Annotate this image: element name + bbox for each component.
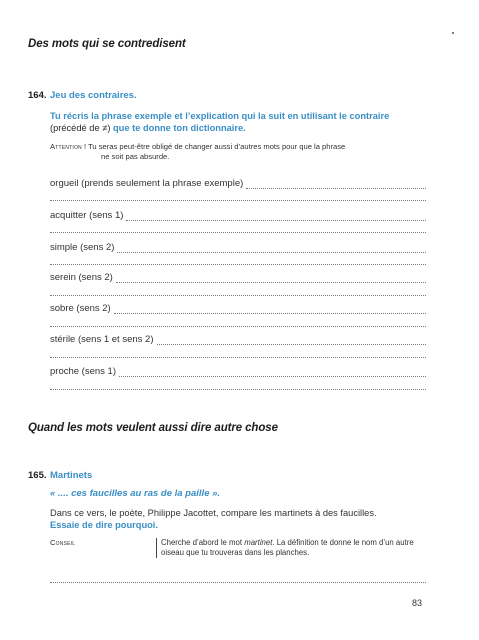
- attention-line1: ! Tu seras peut-être obligé de changer aussi d’autres mots pour que la phrase: [81, 142, 346, 151]
- answer-line[interactable]: [50, 232, 426, 233]
- section-title-multiple-meanings: Quand les mots veulent aussi dire autre chose: [28, 422, 278, 434]
- answer-label: orgueil (prends seulement la phrase exemple): [50, 178, 244, 189]
- conseil-post: . La définition te donne le nom d’un autre oiseau que tu trouveras dans les planches.: [161, 538, 414, 557]
- section-title-contradicting-words: Des mots qui se contredisent: [28, 38, 186, 50]
- conseil-label: Conseil: [50, 538, 76, 547]
- poem-quote: « .... ces faucilles au ras de la paille ».: [50, 488, 221, 499]
- answer-line[interactable]: [50, 357, 426, 358]
- exercise-164-number: 164.: [28, 90, 47, 101]
- instruction-paren-open: (précédé de: [50, 122, 103, 133]
- answer-label: simple (sens 2): [50, 242, 115, 253]
- answer-row-proche[interactable]: [50, 366, 426, 377]
- body-line1: Dans ce vers, le poète, Philippe Jacottet, compare les martinets à des faucilles.: [50, 508, 377, 518]
- answer-line[interactable]: [50, 326, 426, 327]
- answer-row-sterile[interactable]: [50, 334, 426, 345]
- answer-line[interactable]: [50, 582, 426, 583]
- exercise-164-instruction: [50, 111, 430, 134]
- conseil-word: martinet: [244, 538, 273, 547]
- exercise-165-title: Martinets: [50, 470, 93, 481]
- answer-line[interactable]: [50, 389, 426, 390]
- instruction-line1: Tu récris la phrase exemple et l’explication qui la suit en utilisant le contraire: [50, 111, 390, 121]
- exercise-165-number: 165.: [28, 470, 47, 481]
- answer-row-simple[interactable]: [50, 242, 426, 253]
- answer-row-serein[interactable]: [50, 272, 426, 283]
- not-equal-symbol: ≠: [102, 122, 108, 133]
- page-number: 83: [412, 598, 423, 608]
- answer-line[interactable]: [50, 264, 426, 265]
- answer-line[interactable]: [50, 295, 426, 296]
- instruction-paren-close: ): [107, 122, 111, 133]
- speck-mark: [452, 32, 454, 34]
- body-line2-question: Essaie de dire pourquoi.: [50, 519, 158, 530]
- answer-label: serein (sens 2): [50, 272, 113, 283]
- attention-line2: ne soit pas absurde.: [101, 152, 170, 161]
- conseil-pre: Cherche d’abord le mot: [161, 538, 245, 547]
- exercise-164-title: Jeu des contraires.: [50, 90, 137, 101]
- answer-label: proche (sens 1): [50, 366, 117, 377]
- answer-row-sobre[interactable]: [50, 303, 426, 314]
- answer-line[interactable]: [50, 200, 426, 201]
- instruction-tail: que te donne ton dictionnaire.: [110, 122, 246, 133]
- answer-label: sobre (sens 2): [50, 303, 111, 314]
- answer-row-orgueil[interactable]: [50, 178, 426, 189]
- conseil-text: [156, 538, 431, 558]
- exercise-165-body: [50, 508, 430, 531]
- answer-label: stérile (sens 1 et sens 2): [50, 334, 154, 345]
- attention-label: Attention: [50, 142, 82, 151]
- answer-row-acquitter[interactable]: [50, 210, 426, 221]
- answer-label: acquitter (sens 1): [50, 210, 124, 221]
- attention-note: [50, 142, 430, 162]
